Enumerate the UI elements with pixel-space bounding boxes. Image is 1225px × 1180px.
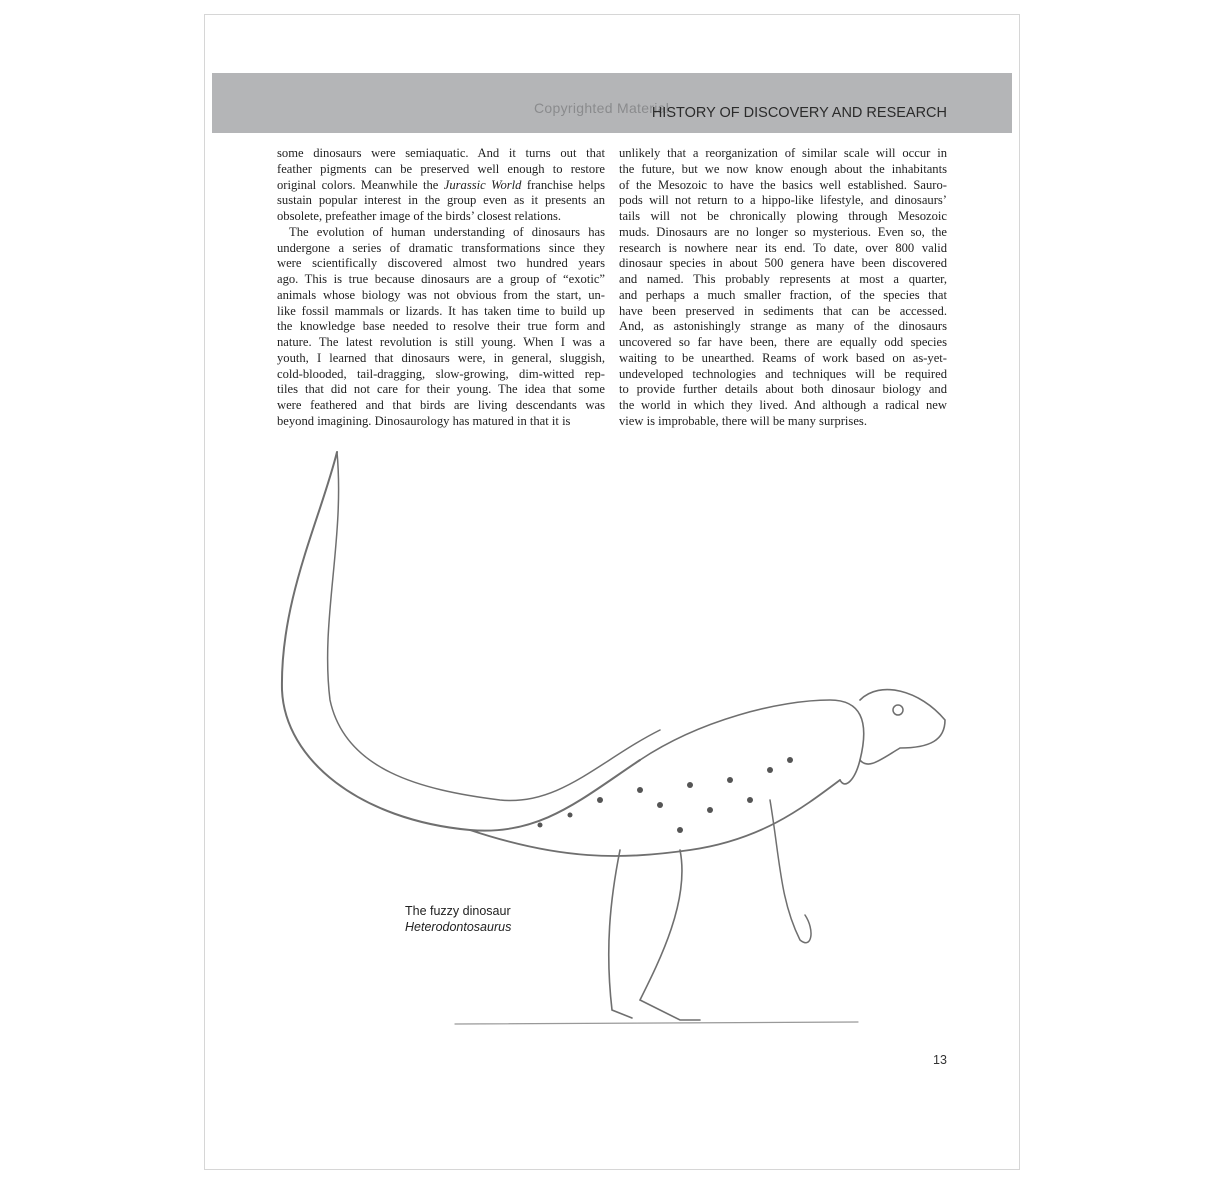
text-line: research is nowhere near its end. To date, over 800 valid: [619, 240, 947, 255]
caption-common-name: The fuzzy dinosaur: [405, 904, 511, 918]
body-outline: [470, 780, 840, 856]
text-line: the knowledge base needed to resolve their true form and: [277, 319, 605, 334]
text-line: have been preserved in sediments that can be accessed.: [619, 303, 947, 318]
hind-leg: [609, 850, 632, 1018]
text-line: youth, I learned that dinosaurs were, in general, sluggish,: [277, 350, 605, 365]
text-line: And, as astonishingly strange as many of the dinosaurs: [619, 319, 947, 334]
italic-title: Jurassic World: [443, 177, 522, 192]
text-line: feather pigments can be preserved well enough to restore: [277, 161, 605, 176]
body-spots: [538, 757, 794, 833]
text-line: muds. Dinosaurs are no longer so mysterious. Even so, the: [619, 224, 947, 239]
caption-genus: Heterodontosaurus: [405, 920, 512, 934]
ground-line: [455, 1022, 858, 1024]
text-line: beyond imagining. Dinosaurology has matured in that it is: [277, 413, 571, 428]
text-line: undeveloped technologies and techniques will be required: [619, 366, 947, 381]
copyright-watermark: Copyrighted Material: [534, 100, 670, 116]
figure-caption: [405, 903, 511, 935]
text-line: tiles that did not care for their young. The idea that some: [277, 382, 605, 397]
text-line: The evolution of human understanding of dinosaurs has: [289, 224, 605, 239]
text-line: undergone a series of dramatic transformations since they: [277, 240, 605, 255]
text-line: cold-blooded, tail-dragging, slow-growing, dim-witted rep-: [277, 366, 605, 381]
text-line: obsolete, prefeather image of the birds’ closest relations.: [277, 209, 562, 223]
text-line: unlikely that a reorganization of similar scale will occur in: [619, 146, 947, 160]
text-line: dinosaur species in about 500 genera have been discovered: [619, 256, 947, 271]
text-line: to provide further details about both dinosaur biology and: [619, 382, 947, 397]
text-line: uncovered so far have been, there are equally odd species: [619, 335, 947, 349]
head-outline: [860, 690, 945, 764]
text-line: like fossil mammals or lizards. It has taken time to build up: [277, 303, 605, 318]
page-number: 13: [933, 1053, 947, 1067]
eye: [893, 705, 903, 715]
text-line: pods will not return to a hippo-like lifestyle, and dinosaurs’: [619, 193, 947, 208]
text-line: and perhaps a much smaller fraction, of the species that: [619, 287, 947, 302]
text-line: waiting to be unearthed. Reams of work based on as-yet-: [619, 350, 947, 365]
text-segment: original colors. Meanwhile the: [277, 177, 444, 192]
text-line: some dinosaurs were semiaquatic. And it turns out that: [277, 146, 605, 160]
text-line: ago. This is true because dinosaurs are a group of “exotic”: [277, 272, 605, 286]
text-line: view is improbable, there will be many surprises.: [619, 413, 867, 428]
text-line: the future, but we now know enough about the inhabitants: [619, 161, 947, 176]
text-line: the world in which they lived. And although a radical new: [619, 398, 947, 412]
text-line: sustain popular interest in the group even as it presents an: [277, 193, 605, 208]
text-line: nature. The latest revolution is still young. When I was a: [277, 335, 605, 349]
text-line: and named. This probably represents at most a quarter,: [619, 272, 947, 286]
running-head: HISTORY OF DISCOVERY AND RESEARCH: [651, 105, 947, 121]
text-line: tails will not be chronically plowing through Mesozoic: [619, 209, 947, 223]
text-line: were feathered and that birds are living descendants was: [277, 398, 605, 412]
text-line: of the Mesozoic to have the basics well established. Sauro-: [619, 177, 947, 192]
text-segment: franchise helps: [521, 177, 606, 192]
text-line: were scientifically discovered almost two hundred years: [277, 256, 605, 271]
text-line: animals whose biology was not obvious from the start, un-: [277, 287, 605, 302]
forelimb: [770, 800, 811, 943]
